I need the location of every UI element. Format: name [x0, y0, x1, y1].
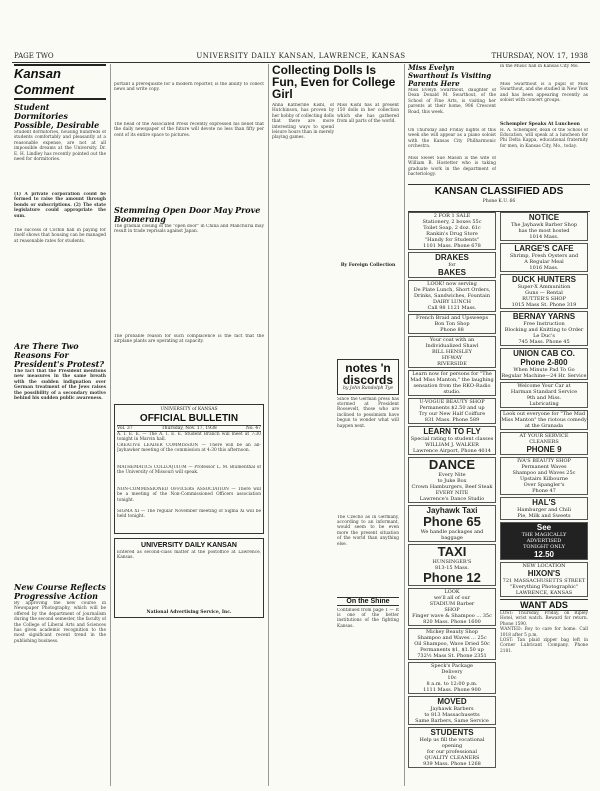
bulletin-university: UNIVERSITY of KANSAS: [160, 407, 218, 412]
ad-line: LOOK: [444, 589, 460, 595]
shine-title: On the Shine: [337, 597, 399, 606]
ad-line: Upstairs Kilbourne: [519, 476, 569, 482]
ad-drakes-bakes: [408, 252, 496, 278]
notes-text-2: The Czecho as in Germany, according to an informant, would seem to be even more the present situation of the world than anything else.: [337, 514, 399, 547]
ad-line: DAIRY LUNCH: [433, 299, 471, 305]
ad-line: 721 MASSACHUSETTS STREET: [502, 578, 586, 584]
kansan-comment-banner: Kansan Comment: [14, 64, 106, 100]
col5-text-1: in the Music hall in Kansas City Mo.: [500, 64, 579, 69]
ad-line: 10c: [447, 675, 457, 681]
ad-line: Individualized Shawl: [425, 343, 479, 349]
ad-ivas-beauty: [500, 457, 588, 495]
ad-line: Welcome Your Car at: [517, 383, 571, 389]
ad-line: Hamburger and Chili: [517, 507, 571, 513]
bulletin-info: [117, 425, 261, 433]
ad-line: MOVED: [437, 697, 467, 706]
ad-line: 12.50: [533, 550, 555, 559]
ad-line: to Juke Box: [437, 478, 467, 484]
ad-magically-advertised: [500, 522, 588, 560]
ad-line: Delivery: [441, 669, 463, 675]
bulletin-item-2: CREATIVE LEADER COMMISSION — There will be an all-Jayhawker meeting of the commission at 4:30 this afternoon.: [117, 442, 261, 454]
column-rule: [268, 64, 269, 786]
ad-line: EVERY NITE: [435, 490, 469, 496]
bulletin-title: OFFICIAL BULLETIN: [139, 412, 239, 424]
ad-line: WILLIAM J. WALKER: [425, 442, 479, 448]
column-rule: [404, 64, 405, 786]
swarthout-text-3: Miss Sweet Sue Mason is the wife of William B. Hostetter who is taking graduate work in the department of bacteriology.: [408, 156, 496, 176]
ad-bill-hensley: [408, 336, 496, 368]
ad-line: Guns — Rental: [525, 290, 563, 296]
ad-line: 1015 Mass St. Phone 319: [511, 302, 577, 308]
ad-hunsinger-taxi: [408, 544, 496, 586]
ad-jayhawk-taxi: [408, 505, 496, 542]
dolls-headline: Collecting Dolls Is Fun, Even for College Girl: [272, 64, 396, 101]
ad-line: for: [448, 262, 456, 268]
ad-line: 831 Mass. Phone 589: [424, 417, 480, 423]
ad-line: Shrimp, Fresh Oysters and: [509, 253, 579, 259]
ad-jayhawk-barbers: [408, 696, 496, 725]
swarthout-text-2: On Thursday and Friday nights of this week she will appear as a piano soloist with the Kansas City Philharmonic orchestra.: [408, 128, 496, 150]
bulletin-number: No. 47: [245, 425, 261, 431]
editorial-text-5: By approving the new course in Newspaper Photography, which will be offered by the department of journalism during the second semester, the faculty of the College of Liberal Arts and Sciences has given academic recognition to the most significant recent trend in the publishing business.: [14, 601, 106, 644]
ad-line: LARGE'S CAFE: [514, 244, 574, 253]
column-society-2: [500, 64, 588, 182]
ad-specks-delivery: [408, 662, 496, 694]
ad-line: See: [536, 523, 552, 532]
ad-line: QUALITY CLEANERS: [424, 755, 480, 761]
ad-line: RIVERSIDE: [437, 361, 467, 367]
editorial-text-2: (1) A private corporation could be formed to raise the amount through bonds or subscriptions. (2) The state legislature could appropriate the sum.: [14, 192, 106, 219]
swarthout-headline: Miss Evelyn Swarthout Is Visiting Parents Here: [408, 64, 492, 88]
ad-u-vogue-beauty: [408, 398, 496, 424]
ad-line: 939 Mass. Phone 1268: [423, 761, 481, 767]
shine-text: Continued from page 1 — It is one of the better institutions of the fighting Kansas.: [337, 607, 399, 629]
want-ads-title: WANT ADS: [500, 599, 588, 611]
notes-byline: by John Randolph Tye: [342, 386, 394, 391]
ad-line: 8 a.m. to 12:00 p.m.: [426, 681, 478, 687]
ad-harman-standard: [500, 382, 588, 408]
col2-headline: Stemming Open Door May Prove Boomerang: [114, 205, 261, 224]
notes-section: [272, 359, 400, 759]
classified-header: [408, 184, 590, 212]
ad-granada-comedy: [500, 410, 588, 430]
ad-line: Toilet Soap, 2 doz. 61c: [423, 225, 481, 231]
ad-hals: [500, 497, 588, 520]
ad-line: Drinks, Sandwiches, Fountain: [414, 293, 490, 299]
ad-dairy-lunch: [408, 280, 496, 312]
ad-line: Blocking and Knitting to Order: [504, 327, 584, 333]
udk-text: Entered as second-class matter at the postoffice at Lawrence, Kansas.: [117, 549, 261, 561]
ad-line: BAKES: [437, 268, 466, 277]
classified-col-left: [408, 212, 496, 790]
ad-line: Phone 65: [423, 514, 481, 529]
official-bulletin: [114, 404, 264, 534]
ad-line: Mickey Beauty Shop: [425, 629, 479, 635]
bulletin-item-3: MATHEMATICS COLLOQUIUM — Professor L. M. Blumenthal of the University of Missouri will speak.: [117, 464, 261, 476]
schempler-headline: Schempler Speaks At Luncheon: [500, 122, 580, 127]
ad-larges-cafe: [500, 243, 588, 272]
ad-line: De Plate Lunch, Short Orders,: [413, 287, 491, 293]
bulletin-item-5: SIGMA XI — The regular November meeting of Sigma Xi will be held tonight.: [117, 508, 261, 520]
page-number: PAGE TWO: [14, 52, 54, 60]
ad-line: STUDENTS: [430, 728, 474, 737]
ad-line: Phone 2-800: [520, 358, 568, 367]
ad-line: U-VOGUE BEAUTY SHOP: [419, 399, 485, 405]
dolls-col-b: [337, 103, 399, 355]
ad-dance: [408, 457, 496, 503]
ad-line: LEARN TO FLY: [423, 427, 481, 436]
ad-line: "Everything Photographic": [509, 584, 579, 590]
ad-hixons: [500, 562, 588, 597]
ad-bernay-yarns: [500, 311, 588, 346]
ad-line: AT YOUR SERVICE: [519, 433, 569, 439]
dolls-text-2: Miss Kishl has at present 150 dolls in her collection which she has gathered from all parts of the world.: [337, 103, 399, 125]
ad-line: BERNAY YARNS: [512, 312, 576, 321]
ad-jayhawk-barber-notice: [500, 212, 588, 241]
notes-column: [337, 359, 399, 759]
ad-line: 1101 Mass. Phone 678: [423, 243, 481, 249]
ad-line: Try our New Half Coiffure: [418, 411, 486, 417]
ad-line: Lubricating: [529, 401, 559, 407]
ad-line: LOOK! now serving: [427, 281, 477, 287]
col2-text-2: The head of the Associated Press recently expressed his belief that the daily newspaper of the future will devote no less than fifty per cent of its entire space to pictures.: [114, 122, 264, 138]
udk-staff-box: [114, 538, 264, 619]
ad-line: Look out everyone for "The Mad Miss Manton" the riotous comedy at the Granada: [501, 411, 587, 429]
ad-line: we'll all of our: [433, 595, 471, 601]
ad-line: HAL'S: [532, 498, 556, 507]
swarthout-text-1: Miss Evelyn Swarthout, daughter of Dean Donald M. Swarthout, of the School of Fine Arts, is visiting her parents at their home, 906 Crescent Road, this week.: [408, 88, 496, 115]
col2-text-4: The probable reason for such complacence is the fact that the airplane plants are operating at capacity.: [114, 334, 264, 345]
column-society: [408, 64, 496, 182]
column-editorial: [14, 64, 106, 786]
ad-line: Finger wave & Shampoo ... 35c: [412, 613, 492, 619]
column-rule: [110, 64, 111, 786]
ad-line: A Regular Meal: [524, 259, 564, 265]
ad-line: Every Nite: [438, 472, 466, 478]
ad-line: Permanents $1, $1.50 up: [420, 647, 484, 653]
ad-line: DRAKES: [435, 253, 469, 262]
ad-line: Le Duc's: [533, 333, 555, 339]
ad-line: DANCE: [428, 457, 476, 472]
ad-line: STADIUM Barber: [429, 601, 475, 607]
paper-title: UNIVERSITY DAILY KANSAN, LAWRENCE, KANSAS: [196, 52, 406, 60]
ad-line: Your coat with an: [429, 337, 475, 343]
editorial-text-1: Student dormitories, housing hundreds of students comfortably and pleasantly at a reasonable expense, are not at all impossible dreams at the University. Dr. E. H. Lindley has recently pointed out the need for dormitories.: [14, 130, 106, 163]
editorial-headline-2: Are There Two Reasons For President's Protest?: [14, 341, 105, 369]
ad-line: NEW LOCATION: [522, 563, 566, 569]
ad-line: Permanents $2.50 and up: [419, 405, 485, 411]
ad-line: "Handy for Students": [424, 237, 480, 243]
ad-line: HIXON'S: [527, 569, 561, 578]
ad-line: Call 98 1121 Mass.: [427, 305, 477, 311]
ad-line: 9th and Miss.: [526, 395, 562, 401]
want-ad-lost: LOST: Thursday, Friday, on Ripley Hotel, wrist watch. Reward for return. Phone 1590.: [500, 611, 588, 627]
ad-line: We handle packages and baggage: [420, 529, 484, 541]
ad-line: Lawrence Airport, Phone 4014: [413, 448, 491, 454]
ad-line: 1014 Mass.: [529, 234, 559, 240]
ad-line: Rankin's Drug Store: [426, 231, 478, 237]
dolls-text-1: Anna Katherine Kishl, of Hutchinson, has proven by her hobby of collecting dolls that there are more interesting ways to spend leisure hours than in merely playing games.: [272, 103, 334, 141]
issue-date: THURSDAY, NOV. 17, 1938: [491, 52, 588, 60]
notes-title: notes 'n discords: [342, 361, 393, 387]
ad-line: Phone 47: [532, 488, 556, 494]
ad-line: PHONE 9: [526, 445, 562, 454]
want-ad-lost-2: LOST: Tan plaid zipper bag left in Corner Lubricant Company. Phone 2181.: [500, 638, 588, 654]
ad-rutters-shop: [500, 274, 588, 309]
shine-story: [272, 359, 334, 759]
schempler-text: H. A. Schempler, dean of the School of Education, will speak at a luncheon for Phi Delta Kappa, educational fraternity for men, in Kansas City, Mo., today.: [500, 127, 588, 149]
ad-learn-to-fly: [408, 426, 496, 455]
ad-line: When Minute Pad To Go: [513, 367, 575, 373]
udk-title: UNIVERSITY DAILY KANSAN: [141, 541, 237, 549]
col2-text-1: portant a prerequisite for a modern reporter, is the ability to collect news and write copy.: [114, 82, 264, 93]
ad-line: UNION CAB CO.: [513, 349, 575, 358]
ad-line: DUCK HUNTERS: [512, 275, 576, 284]
classified-title: KANSAN CLASSIFIED ADS: [434, 186, 564, 197]
dolls-story: [272, 103, 400, 355]
ad-line: HUNSINGER'S: [432, 559, 472, 565]
ad-line: Stationery, 2 boxes 55c: [422, 219, 482, 225]
bulletin-date: Thursday, Nov. 17, 1938: [161, 425, 217, 431]
classified-col-right: [500, 212, 588, 790]
ad-mickey-beauty: [408, 628, 496, 660]
ad-line: Speck's Package: [430, 663, 474, 669]
ad-stadium-barber: [408, 588, 496, 626]
ad-line: Phone 12: [423, 570, 481, 585]
ad-line: ADVERTISED: [526, 538, 562, 544]
ad-line: Jayhawk Taxi: [426, 506, 478, 515]
ad-line: RUTTER'S SHOP: [522, 296, 566, 302]
ad-line: IVA'S BEAUTY SHOP: [517, 458, 571, 464]
ad-line: for our professional: [426, 749, 477, 755]
column-features: [272, 64, 400, 786]
bulletin-volume: Vol. 37: [117, 425, 133, 431]
want-ad-wanted: WANTED: Boy to care for home. Call 1018 after 5 p.m.: [500, 627, 588, 638]
editorial-text-3: The success of Corbin hall in paying for itself shows that housing can be managed at reasonable rates for students.: [14, 228, 106, 244]
editorial-headline-1: Student Dormitories Possible, Desirable: [14, 102, 100, 130]
ad-line: 732½ Mass St. Phone 2351: [417, 653, 487, 659]
col5-text-2: Miss Swarthout is a pupil of Miss Swarthout, and she studied in New York and has been appearing recently as soloist with concert groups.: [500, 82, 588, 104]
ad-bon-ton-shop: [408, 314, 496, 334]
notes-text-1: Since the German press has stormed at President Roosevelt, those who are inclined to pessimism have begun to wonder what will happen next.: [337, 396, 399, 429]
ad-line: TAXI: [437, 544, 467, 559]
ad-line: Bon Ton Shop: [434, 321, 470, 327]
ad-cleaners-phone-9: [500, 432, 588, 455]
ad-line: 1016 Mass.: [529, 265, 559, 271]
notes-box: [337, 359, 399, 395]
editorial-headline-3: New Course Reflects Progressive Action: [14, 582, 106, 601]
ad-mad-miss-manton: [408, 370, 496, 396]
ad-line: NOTICE: [528, 213, 560, 222]
ad-line: SHOP: [444, 607, 460, 613]
ad-line: BILL HENSLEY: [432, 349, 472, 355]
ad-line: Free Instruction: [523, 321, 565, 327]
ad-line: CLEANERS: [529, 439, 559, 445]
ad-line: Special rating to student classes: [410, 436, 494, 442]
ad-line: HY-WAY: [441, 355, 463, 361]
ad-line: Same Barbers, Same Service: [415, 718, 489, 724]
ad-line: Over Spangler's: [523, 482, 565, 488]
dolls-subhead: By Foreign Collection: [340, 263, 396, 268]
ad-line: TONIGHT ONLY: [523, 544, 565, 550]
ad-line: Harman Standard Service: [510, 389, 578, 395]
ad-line: Shampoo and Waves 25c: [512, 470, 576, 476]
ad-line: Help us fill the vocational opening: [419, 737, 485, 749]
ad-line: 1111 Mass. Phone 900: [423, 687, 481, 693]
ad-union-cab: [500, 348, 588, 380]
ad-line: Crown Hamburgers, Beef Steak: [411, 484, 493, 490]
ad-line: Lawrence's Dance Studio: [419, 496, 485, 502]
masthead: [12, 52, 590, 63]
ad-line: 820 Mass. Phone 1600: [423, 619, 481, 625]
ad-line: Jayhawk Barbers: [430, 706, 474, 712]
ad-line: Regular Machine—24 Hr. Service: [501, 373, 587, 379]
ad-line: 745 Mass. Phone 45: [518, 339, 570, 345]
ad-rankins-drug: [408, 212, 496, 250]
ad-line: Pie, Milk and Sweets: [517, 513, 571, 519]
ad-line: to 813 Massachusetts: [424, 712, 480, 718]
ad-line: Super-X Ammunition: [517, 284, 571, 290]
ad-quality-cleaners: [408, 727, 496, 768]
bulletin-item-4: NON-COMMISSIONED OFFICERS ASSOCIATION — There will be a meeting of the Non-Commissioned Officers association tonight.: [117, 486, 261, 503]
column-editorial-2: [114, 64, 264, 786]
ad-line: French Braid and Upsweeps: [415, 315, 489, 321]
bulletin-item-1: A. I. E. E. — The A. I. E. E. Student Branch will meet at 7:30 tonight in Marvin hall.: [117, 432, 261, 443]
ad-line: The Jayhawk Barber Shop: [510, 222, 578, 228]
editorial-text-4: The fact that the President mentions new measures in the same breath with the sudden indignation over German treatment of the Jews raises the possibility of a secondary motive behind his sudden public awareness.: [14, 369, 106, 402]
ad-line: 813-15 Mass.: [434, 565, 469, 571]
classified-phone: Phone K.U. 66: [482, 199, 516, 204]
ad-line: LAWRENCE, KANSAS: [515, 590, 573, 596]
ad-line: Learn now for persons for "The Mad Miss Manton," the laughing sensation from the RKO-Radio studio.: [410, 371, 494, 395]
ad-line: Shampoo and Waves ... 25c: [417, 635, 487, 641]
ad-line: Oil Shampoo, Wave Dried 50c: [414, 641, 490, 647]
ad-line: 2 FOR 1 SALE: [433, 213, 471, 219]
ad-line: has the most hosted: [518, 228, 570, 234]
col2-text-3: The gradual closing of the "open door" in China and Manchuria may result in trade reprisals against Japan.: [114, 224, 264, 235]
national-advertising: National Advertising Service, Inc.: [146, 609, 232, 615]
ad-line: Phone 88: [440, 327, 464, 333]
ad-line: THE MAGICALLY: [521, 532, 567, 538]
ad-line: Permanent Waves: [521, 464, 567, 470]
